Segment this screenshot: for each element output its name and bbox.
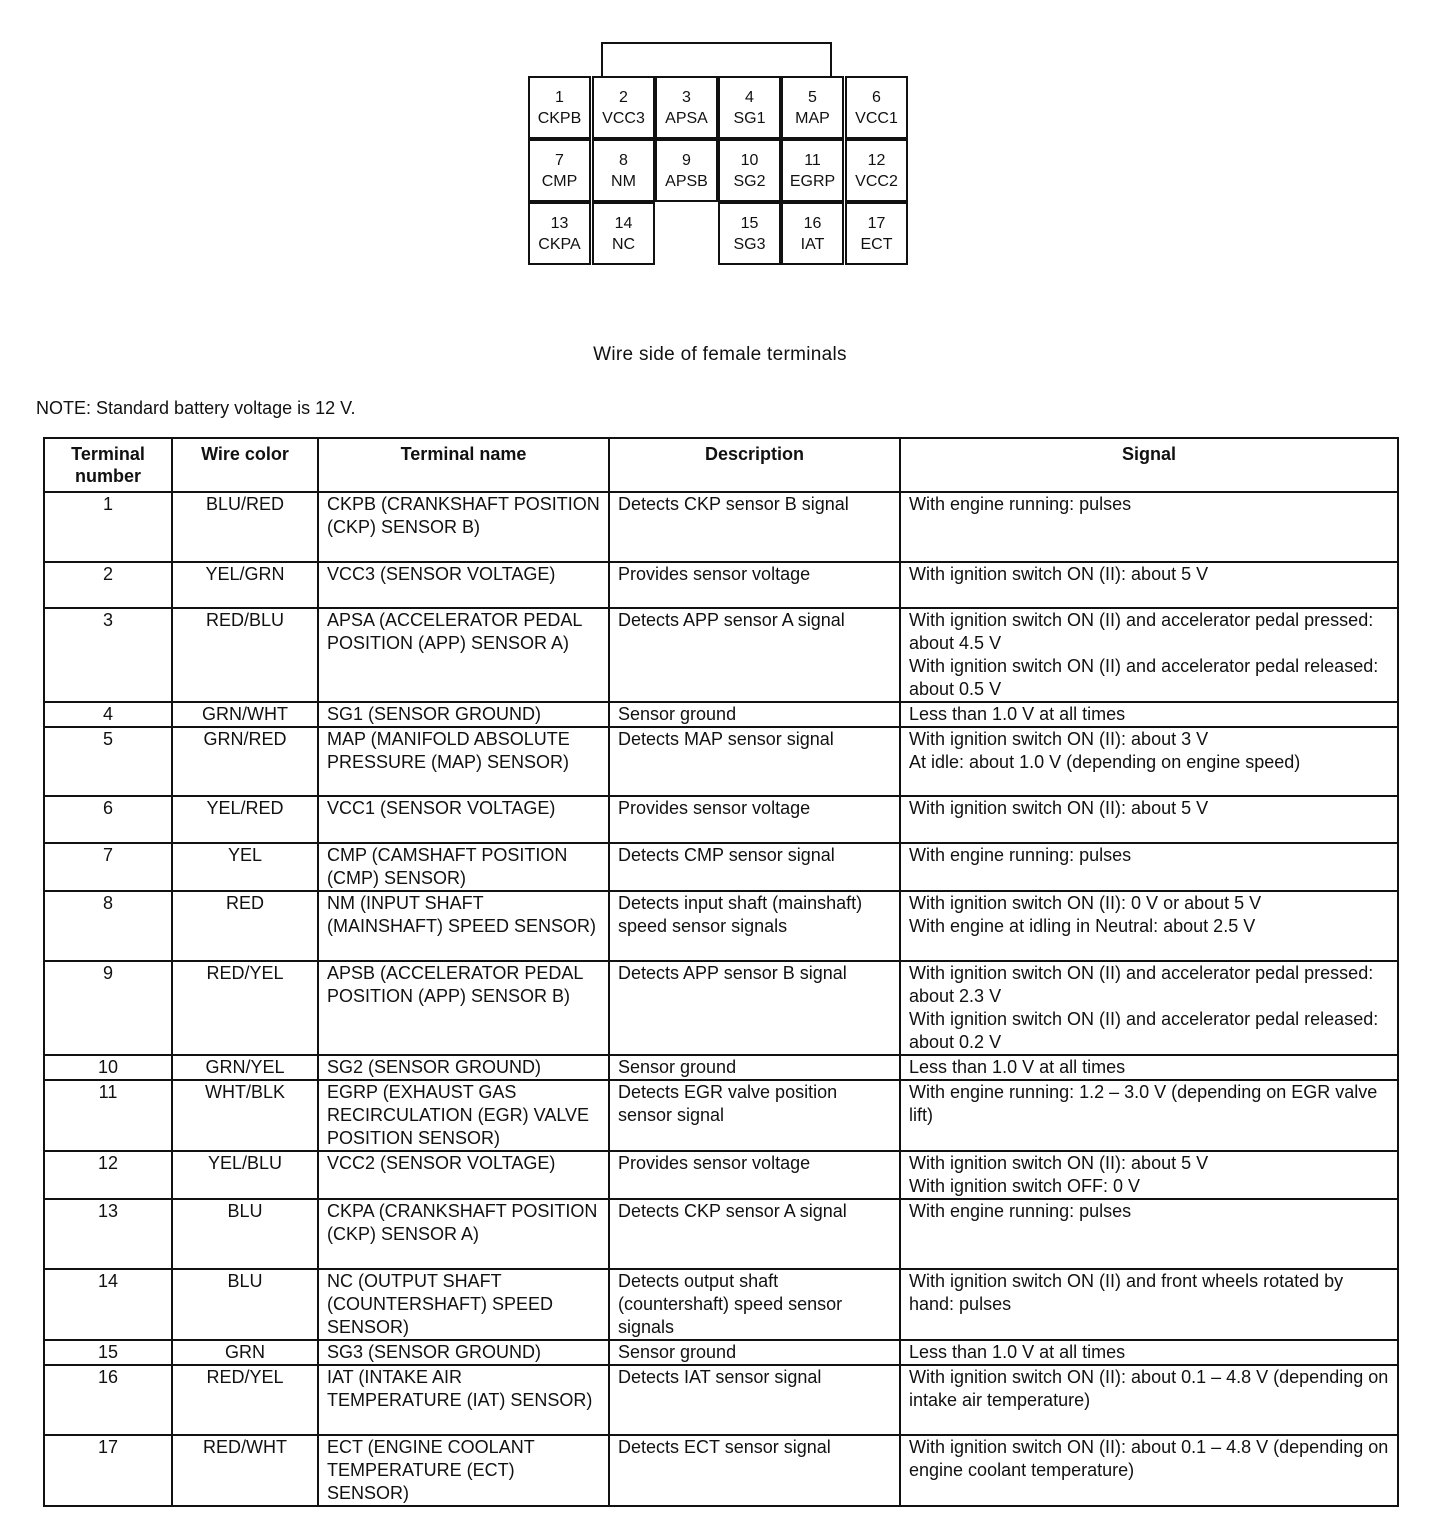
cell-terminal-number: 13 — [44, 1199, 172, 1269]
cell-wire-color: BLU — [172, 1269, 318, 1340]
table-row — [44, 562, 1398, 608]
connector-pin — [655, 76, 718, 139]
cell-terminal-number: 12 — [44, 1151, 172, 1199]
table-row — [44, 1055, 1398, 1080]
cell-wire-color: YEL — [172, 843, 318, 891]
cell-terminal-name: APSB (ACCELERATOR PEDAL POSITION (APP) SENSOR B) — [318, 961, 609, 1055]
pin-code: VCC2 — [855, 172, 898, 190]
table-row — [44, 1340, 1398, 1365]
cell-terminal-name: VCC3 (SENSOR VOLTAGE) — [318, 562, 609, 608]
pin-code: VCC3 — [602, 109, 645, 127]
connector-locking-tab — [601, 42, 832, 76]
cell-terminal-number: 14 — [44, 1269, 172, 1340]
signal-line: With ignition switch ON (II) and accelerator pedal released: about 0.5 V — [909, 656, 1379, 699]
cell-description: Detects EGR valve position sensor signal — [609, 1080, 900, 1151]
cell-description: Sensor ground — [609, 1340, 900, 1365]
pin-code: CMP — [541, 172, 578, 190]
cell-terminal-number: 15 — [44, 1340, 172, 1365]
pin-number: 1 — [555, 88, 564, 106]
cell-signal — [900, 1199, 1398, 1269]
header-signal: Signal — [900, 438, 1398, 492]
cell-wire-color: BLU/RED — [172, 492, 318, 562]
cell-description: Detects CKP sensor A signal — [609, 1199, 900, 1269]
cell-signal — [900, 608, 1398, 702]
cell-description: Detects output shaft (countershaft) speed sensor signals — [609, 1269, 900, 1340]
connector-pin — [781, 139, 844, 202]
cell-signal — [900, 1269, 1398, 1340]
cell-description: Detects MAP sensor signal — [609, 727, 900, 796]
signal-line: With ignition switch ON (II): 0 V or about 5 V — [909, 893, 1262, 913]
pin-number: 7 — [555, 151, 564, 169]
pin-number: 16 — [803, 214, 822, 232]
cell-terminal-number: 4 — [44, 702, 172, 727]
signal-line: With ignition switch ON (II) and accelerator pedal pressed: about 4.5 V — [909, 610, 1374, 653]
pin-number: 6 — [872, 88, 881, 106]
terminal-table — [43, 437, 1399, 1507]
cell-description: Provides sensor voltage — [609, 562, 900, 608]
table-row — [44, 891, 1398, 961]
connector-pin — [592, 76, 655, 139]
signal-line: With ignition switch ON (II): about 5 V — [909, 1153, 1209, 1173]
pin-code: NM — [611, 172, 636, 190]
cell-description: Detects CMP sensor signal — [609, 843, 900, 891]
cell-description: Detects IAT sensor signal — [609, 1365, 900, 1435]
cell-wire-color: GRN/YEL — [172, 1055, 318, 1080]
cell-wire-color: WHT/BLK — [172, 1080, 318, 1151]
header-terminal-name: Terminal name — [318, 438, 609, 492]
pin-number: 14 — [614, 214, 633, 232]
signal-line: With ignition switch OFF: 0 V — [909, 1176, 1141, 1196]
cell-description: Detects APP sensor B signal — [609, 961, 900, 1055]
connector-pin — [592, 202, 655, 265]
cell-wire-color: YEL/BLU — [172, 1151, 318, 1199]
connector-pin — [845, 139, 908, 202]
cell-terminal-name: MAP (MANIFOLD ABSOLUTE PRESSURE (MAP) SENSOR) — [318, 727, 609, 796]
table-row — [44, 961, 1398, 1055]
connector-pin — [845, 202, 908, 265]
cell-terminal-number: 9 — [44, 961, 172, 1055]
cell-wire-color: GRN/WHT — [172, 702, 318, 727]
pin-number: 2 — [619, 88, 628, 106]
signal-line: With engine running: pulses — [909, 845, 1132, 865]
table-row — [44, 727, 1398, 796]
table-row — [44, 1151, 1398, 1199]
cell-wire-color: RED/YEL — [172, 1365, 318, 1435]
pin-number: 9 — [682, 151, 691, 169]
signal-line: With ignition switch ON (II) and accelerator pedal pressed: about 2.3 V — [909, 963, 1374, 1006]
pin-code: CKPB — [537, 109, 582, 127]
connector-pin — [718, 139, 781, 202]
header-wire-color: Wire color — [172, 438, 318, 492]
cell-terminal-number: 6 — [44, 796, 172, 843]
cell-signal — [900, 796, 1398, 843]
pin-code: CKPA — [538, 235, 581, 253]
cell-terminal-name: CMP (CAMSHAFT POSITION (CMP) SENSOR) — [318, 843, 609, 891]
cell-wire-color: RED — [172, 891, 318, 961]
pin-number: 13 — [550, 214, 569, 232]
battery-voltage-note: NOTE: Standard battery voltage is 12 V. — [36, 398, 356, 418]
pin-code: IAT — [800, 235, 825, 253]
cell-signal — [900, 1435, 1398, 1506]
cell-terminal-number: 3 — [44, 608, 172, 702]
cell-terminal-number: 7 — [44, 843, 172, 891]
cell-signal — [900, 727, 1398, 796]
table-row — [44, 1080, 1398, 1151]
signal-line: Less than 1.0 V at all times — [909, 704, 1126, 724]
cell-description: Detects input shaft (mainshaft) speed sensor signals — [609, 891, 900, 961]
pin-code: SG1 — [733, 109, 766, 127]
pin-code: EGRP — [789, 172, 836, 190]
cell-terminal-name: SG3 (SENSOR GROUND) — [318, 1340, 609, 1365]
pin-code: SG2 — [733, 172, 766, 190]
cell-wire-color: RED/BLU — [172, 608, 318, 702]
pin-code: VCC1 — [855, 109, 898, 127]
connector-pin — [781, 76, 844, 139]
cell-signal — [900, 1055, 1398, 1080]
connector-pin — [845, 76, 908, 139]
cell-wire-color: YEL/RED — [172, 796, 318, 843]
signal-line: With engine at idling in Neutral: about 2.5 V — [909, 916, 1256, 936]
table-row — [44, 843, 1398, 891]
cell-terminal-name: NC (OUTPUT SHAFT (COUNTERSHAFT) SPEED SENSOR) — [318, 1269, 609, 1340]
table-row — [44, 492, 1398, 562]
cell-terminal-number: 16 — [44, 1365, 172, 1435]
cell-description: Provides sensor voltage — [609, 796, 900, 843]
header-terminal-number: Terminal number — [44, 438, 172, 492]
signal-line: With engine running: 1.2 – 3.0 V (depending on EGR valve lift) — [909, 1082, 1378, 1125]
header-description: Description — [609, 438, 900, 492]
table-row — [44, 1435, 1398, 1506]
cell-signal — [900, 1365, 1398, 1435]
cell-signal — [900, 1080, 1398, 1151]
cell-wire-color: GRN/RED — [172, 727, 318, 796]
cell-terminal-name: CKPB (CRANKSHAFT POSITION (CKP) SENSOR B) — [318, 492, 609, 562]
pin-number: 10 — [740, 151, 759, 169]
cell-wire-color: RED/WHT — [172, 1435, 318, 1506]
table-row — [44, 796, 1398, 843]
pin-number: 3 — [682, 88, 691, 106]
pin-number: 12 — [867, 151, 886, 169]
pin-number: 5 — [808, 88, 817, 106]
pin-code: MAP — [795, 109, 830, 127]
connector-pin — [528, 139, 591, 202]
cell-terminal-number: 11 — [44, 1080, 172, 1151]
connector-pin — [718, 76, 781, 139]
cell-description: Sensor ground — [609, 1055, 900, 1080]
table-row — [44, 1269, 1398, 1340]
signal-line: With engine running: pulses — [909, 1201, 1132, 1221]
cell-signal — [900, 961, 1398, 1055]
table-row — [44, 702, 1398, 727]
pin-number: 8 — [619, 151, 628, 169]
pin-code: SG3 — [733, 235, 766, 253]
connector-pin — [592, 139, 655, 202]
signal-line: With ignition switch ON (II): about 5 V — [909, 564, 1209, 584]
table-header-row — [44, 438, 1398, 492]
cell-terminal-name: EGRP (EXHAUST GAS RECIRCULATION (EGR) VALVE POSITION SENSOR) — [318, 1080, 609, 1151]
cell-signal — [900, 843, 1398, 891]
cell-terminal-number: 8 — [44, 891, 172, 961]
table-row — [44, 1199, 1398, 1269]
signal-line: With ignition switch ON (II): about 5 V — [909, 798, 1209, 818]
signal-line: With ignition switch ON (II) and accelerator pedal released: about 0.2 V — [909, 1009, 1379, 1052]
connector-pin — [528, 76, 591, 139]
cell-terminal-name: IAT (INTAKE AIR TEMPERATURE (IAT) SENSOR) — [318, 1365, 609, 1435]
signal-line: Less than 1.0 V at all times — [909, 1342, 1126, 1362]
cell-signal — [900, 562, 1398, 608]
pin-code: NC — [611, 235, 636, 253]
signal-line: With ignition switch ON (II) and front wheels rotated by hand: pulses — [909, 1271, 1344, 1314]
cell-terminal-name: ECT (ENGINE COOLANT TEMPERATURE (ECT) SENSOR) — [318, 1435, 609, 1506]
cell-signal — [900, 1340, 1398, 1365]
cell-terminal-name: SG2 (SENSOR GROUND) — [318, 1055, 609, 1080]
cell-signal — [900, 702, 1398, 727]
cell-signal — [900, 891, 1398, 961]
table-row — [44, 1365, 1398, 1435]
cell-description: Provides sensor voltage — [609, 1151, 900, 1199]
table-row — [44, 608, 1398, 702]
pin-code: APSA — [665, 109, 708, 127]
cell-terminal-number: 2 — [44, 562, 172, 608]
cell-terminal-name: APSA (ACCELERATOR PEDAL POSITION (APP) SENSOR A) — [318, 608, 609, 702]
cell-wire-color: YEL/GRN — [172, 562, 318, 608]
pin-code: APSB — [665, 172, 708, 190]
signal-line: At idle: about 1.0 V (depending on engine speed) — [909, 752, 1301, 772]
signal-line: With ignition switch ON (II): about 0.1 – 4.8 V (depending on engine coolant temperature) — [909, 1437, 1389, 1480]
signal-line: With engine running: pulses — [909, 494, 1132, 514]
pin-number: 4 — [745, 88, 754, 106]
cell-description: Detects APP sensor A signal — [609, 608, 900, 702]
pin-code: ECT — [860, 235, 893, 253]
cell-terminal-number: 10 — [44, 1055, 172, 1080]
cell-terminal-number: 5 — [44, 727, 172, 796]
pin-number: 15 — [740, 214, 759, 232]
cell-description: Detects CKP sensor B signal — [609, 492, 900, 562]
cell-signal — [900, 1151, 1398, 1199]
cell-terminal-name: SG1 (SENSOR GROUND) — [318, 702, 609, 727]
cell-wire-color: BLU — [172, 1199, 318, 1269]
cell-terminal-name: NM (INPUT SHAFT (MAINSHAFT) SPEED SENSOR) — [318, 891, 609, 961]
signal-line: With ignition switch ON (II): about 3 V — [909, 729, 1209, 749]
cell-wire-color: GRN — [172, 1340, 318, 1365]
cell-description: Detects ECT sensor signal — [609, 1435, 900, 1506]
signal-line: With ignition switch ON (II): about 0.1 – 4.8 V (depending on intake air temperature) — [909, 1367, 1389, 1410]
connector-pin — [528, 202, 591, 265]
cell-terminal-name: CKPA (CRANKSHAFT POSITION (CKP) SENSOR A) — [318, 1199, 609, 1269]
cell-wire-color: RED/YEL — [172, 961, 318, 1055]
connector-pin — [655, 139, 718, 202]
connector-pin — [781, 202, 844, 265]
cell-signal — [900, 492, 1398, 562]
connector-pin — [718, 202, 781, 265]
cell-terminal-number: 17 — [44, 1435, 172, 1506]
signal-line: Less than 1.0 V at all times — [909, 1057, 1126, 1077]
pin-number: 11 — [804, 151, 821, 169]
cell-terminal-name: VCC1 (SENSOR VOLTAGE) — [318, 796, 609, 843]
pin-number: 17 — [867, 214, 886, 232]
cell-description: Sensor ground — [609, 702, 900, 727]
connector-caption: Wire side of female terminals — [593, 344, 847, 365]
cell-terminal-number: 1 — [44, 492, 172, 562]
cell-terminal-name: VCC2 (SENSOR VOLTAGE) — [318, 1151, 609, 1199]
